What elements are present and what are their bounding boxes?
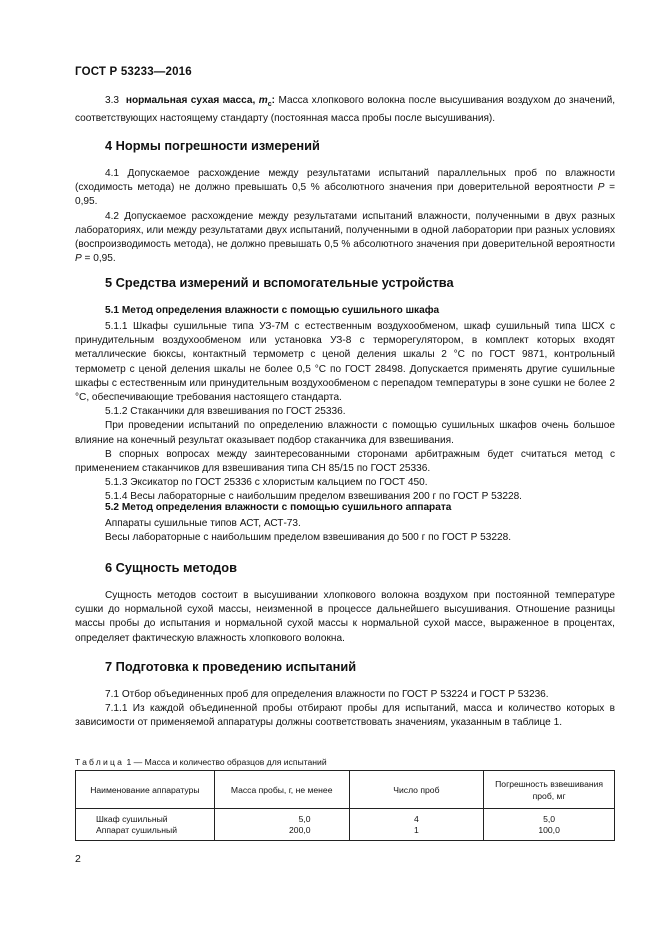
table-header-row	[76, 771, 615, 809]
table-cell: Аппарат сушильный	[76, 825, 215, 841]
paragraph-5-1-2: 5.1.2 Стаканчики для взвешивания по ГОСТ 25336.	[105, 406, 346, 418]
document-header: ГОСТ Р 53233—2016	[75, 66, 192, 78]
table-cell: Шкаф сушильный	[76, 809, 215, 826]
table-cell: 200,0	[214, 825, 349, 841]
table-cell: 5,0	[484, 809, 615, 826]
paragraph-7-1-1: 7.1.1 Из каждой объединенной пробы отбирают пробы для испытаний, масса и количество которых в зависимости от применяемой аппаратуры должны соответствовать значениям, указанным в таблице 1.	[75, 703, 615, 729]
table-header-cell: Наименование аппаратуры	[76, 771, 215, 809]
paragraph-5-1-3: 5.1.3 Эксикатор по ГОСТ 25336 с хлористым кальцием по ГОСТ 450.	[105, 477, 428, 489]
table-cell: 4	[349, 809, 484, 826]
table-caption: Таблица 1 — Масса и количество образцов для испытаний	[75, 757, 327, 767]
paragraph-5-2-scales: Весы лабораторные с наибольшим пределом взвешивания до 500 г по ГОСТ Р 53228.	[105, 532, 512, 544]
page-number: 2	[75, 853, 81, 865]
section-5-heading: 5 Средства измерений и вспомогательные устройства	[105, 275, 454, 290]
section-7-body	[75, 688, 615, 731]
table-row	[76, 825, 615, 841]
table-cell: 5,0	[214, 809, 349, 826]
paragraph-5-1-2-arbitration: В спорных вопросах между заинтересованными сторонами арбитражным будет считаться метод с применением стаканчиков для взвешивания типа СН 85/15 по ГОСТ 25336.	[75, 448, 615, 475]
term: нормальная сухая масса,	[125, 95, 256, 106]
section-4-heading: 4 Нормы погрешности измерений	[105, 138, 320, 153]
table-row	[76, 809, 615, 826]
section-5-2-body	[75, 517, 615, 545]
paragraph-5-1-2-note: При проведении испытаний по определению влажности с помощью сушильных шкафов очень большое влияние на конечный результат оказывает подбор стаканчика для взвешивания.	[75, 420, 615, 446]
section-7-heading: 7 Подготовка к проведению испытаний	[105, 659, 357, 674]
definition-3-3: 3.3 нормальная сухая масса, $m_с$: Масса хлопкового волокна после высушивания воздухом до значений, соответствующих настоящему стандарту (постоянная масса пробы после высушивания).	[75, 95, 616, 125]
table-cell: 100,0	[484, 825, 615, 841]
paragraph-5-1-4: 5.1.4 Весы лабораторные с наибольшим пределом взвешивания 200 г по ГОСТ Р 53228.	[105, 491, 522, 503]
table-header-cell: Масса пробы, г, не менее	[214, 771, 349, 809]
section-6-heading: 6 Сущность методов	[105, 560, 237, 575]
table-header-cell: Число проб	[349, 771, 484, 809]
section-5-1-body	[75, 320, 615, 505]
paragraph-4-1: 4.1 Допускаемое расхождение между результатами испытаний параллельных проб по влажности (сходимость метода) не должно превышать 0,5 % абсолютного значения при доверительной вероятности P = 0,95.	[75, 168, 615, 208]
paragraph-6: Сущность методов состоит в высушивании хлопкового волокна воздухом при постоянной температуре сушки до нормальной сухой массы, неизменной в процессе дальнейшего высушивания. Отношение разницы массы пробы до испытания и нормальной сухой массы к нормальной сухой массе, выраженное в процентах, определяет фактическую влажность хлопкового волокна.	[75, 590, 615, 644]
section-4-body	[75, 167, 615, 266]
table-1	[75, 770, 615, 841]
subsection-5-1-heading: 5.1 Метод определения влажности с помощью сушильного шкафа	[105, 305, 440, 316]
table-cell: 1	[349, 825, 484, 841]
paragraph-5-2-apparatus: Аппараты сушильные типов АСТ, АСТ-73.	[105, 518, 301, 529]
paragraph-7-1: 7.1 Отбор объединенных проб для определения влажности по ГОСТ Р 53224 и ГОСТ Р 53236.	[105, 689, 549, 700]
section-6-body	[75, 589, 615, 646]
subsection-5-2-heading: 5.2 Метод определения влажности с помощью сушильного аппарата	[105, 502, 452, 513]
paragraph-4-2: 4.2 Допускаемое расхождение между результатами испытаний влажности, полученными в двух разных лабораториях, или между результатами двух испытаний, полученными в одной лаборатории при разных условиях (воспроизводимость метода), не должно превышать 0,5 % абсолютного значения при доверительной вероятности P = 0,95.	[75, 210, 615, 265]
paragraph-5-1-1: 5.1.1 Шкафы сушильные типа УЗ-7М с естественным воздухообменом, шкаф сушильный типа ШСХ с принудительным воздухообменом или установка УЗ-8 с терморегулятором, в комплект которых входят металлические бюксы, контактный термометр с ценой деления шкалы 2 °С по ГОСТ 9871, контрольный термометр с ценой деления шкалы не более 0,5 °С по ГОСТ 28498. Допускается применять другие сушильные шкафы с естественным или принудительным воздухообменом с перепадом температуры в зоне сушки не более 2 °С, обеспечивающие требования настоящего стандарта.	[75, 321, 615, 404]
table-header-cell: Погрешность взвешивания проб, мг	[484, 771, 615, 809]
